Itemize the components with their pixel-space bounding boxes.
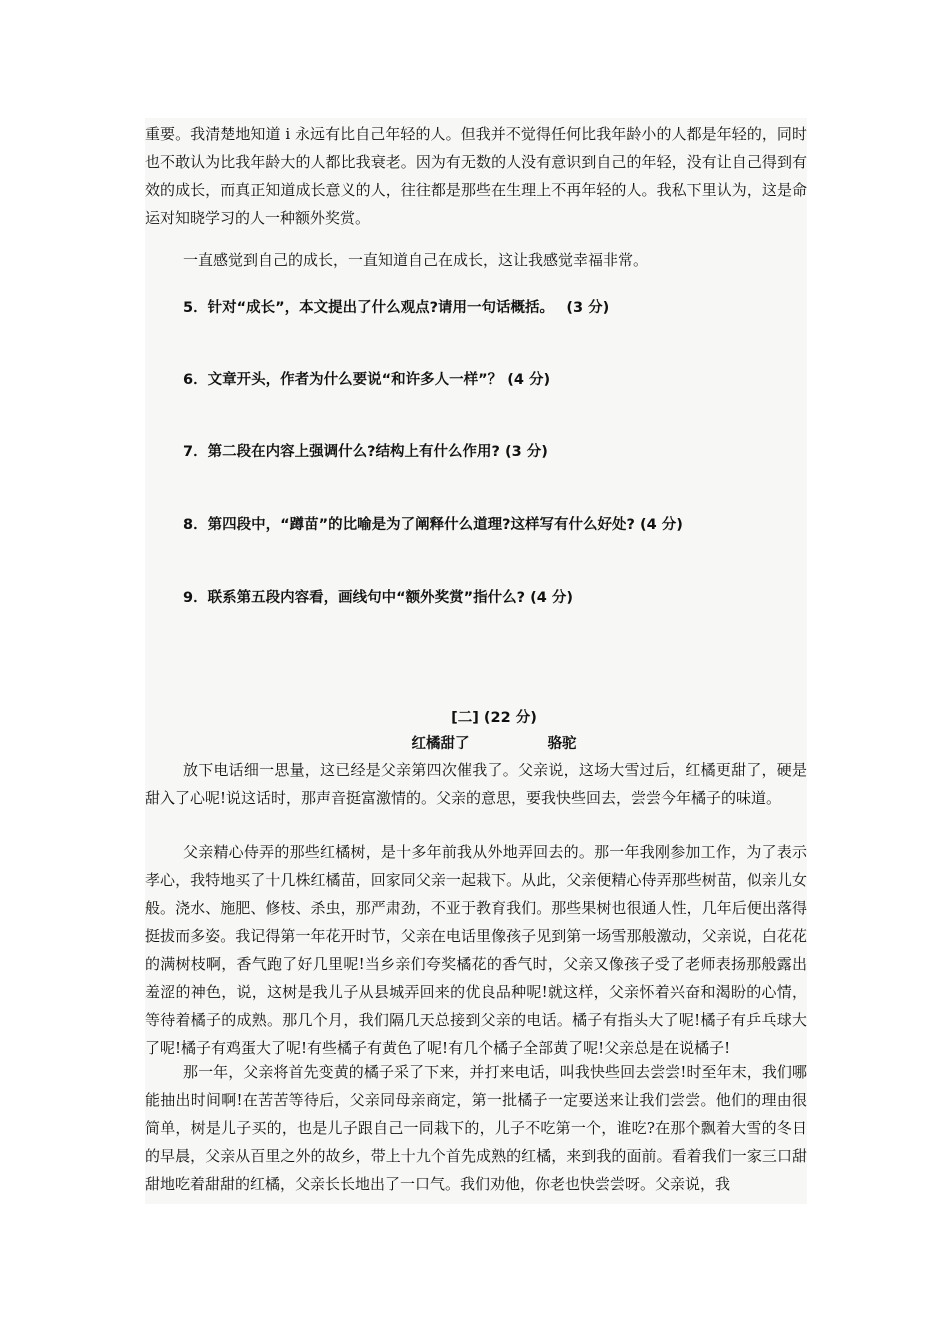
article-title: 红橘甜了 (411, 736, 470, 752)
passage1-closing-paragraph: 一直感觉到自己的成长，一直知道自己在成长，这让我感觉幸福非常。 (183, 251, 649, 269)
question-7: 7．第二段在内容上强调什么?结构上有什么作用? (3 分) (183, 444, 548, 460)
article-author: 骆驼 (547, 736, 577, 752)
document-body (145, 118, 807, 1204)
section2-title-row (163, 734, 825, 754)
question-6: 6．文章开头，作者为什么要说“和许多人一样”？ (4 分) (183, 372, 551, 388)
article-paragraph-1: 放下电话细一思量，这已经是父亲第四次催我了。父亲说，这场大雪过后，红橘更甜了，硬是甜入了心呢!说这话时，那声音挺富激情的。父亲的意思，要我快些回去，尝尝今年橘子的味道。 (145, 761, 807, 807)
article-paragraph-3: 那一年，父亲将首先变黄的橘子采了下来，并打来电话，叫我快些回去尝尝!时至年末，我们哪能抽出时间啊!在苦苦等待后，父亲同母亲商定，第一批橘子一定要送来让我们尝尝。他们的理由很简单，树是儿子买的，也是儿子跟自己一同栽下的，儿子不吃第一个，谁吃?在那个飘着大雪的冬日的早晨，父亲从百里之外的故乡，带上十九个首先成熟的红橘，来到我的面前。看着我们一家三口甜甜地吃着甜甜的红橘，父亲长长地出了一口气。我们劝他，你老也快尝尝呀。父亲说，我 (145, 1063, 807, 1193)
question-9: 9．联系第五段内容看，画线句中“额外奖赏”指什么? (4 分) (183, 590, 573, 606)
section2-heading: [二] (22 分) (451, 710, 537, 726)
passage1-tail-paragraph: 重要。我清楚地知道 i 永远有比自己年轻的人。但我并不觉得任何比我年龄小的人都是年轻的，同时也不敢认为比我年龄大的人都比我衰老。因为有无数的人没有意识到自己的年轻，没有让自己得到有效的成长，而真正知道成长意义的人，往往都是那些在生理上不再年轻的人。我私下里认为，这是命运对知晓学习的人一种额外奖赏。 (145, 125, 807, 227)
question-5: 5．针对“成长”，本文提出了什么观点?请用一句话概括。 (3 分) (183, 300, 610, 316)
article-paragraph-2: 父亲精心侍弄的那些红橘树，是十多年前我从外地弄回去的。那一年我刚参加工作，为了表示孝心，我特地买了十几株红橘苗，回家同父亲一起栽下。从此，父亲便精心侍弄那些树苗，似亲儿女般。浇水、施肥、修枝、杀虫，那严肃劲，不亚于教育我们。那些果树也很通人性，几年后便出落得挺拔而多姿。我记得第一年花开时节，父亲在电话里像孩子见到第一场雪那般激动，父亲说，白花花的满树枝啊，香气跑了好几里呢!当乡亲们夸奖橘花的香气时，父亲又像孩子受了老师表扬那般露出羞涩的神色，说，这树是我儿子从县城弄回来的优良品种呢!就这样，父亲怀着兴奋和渴盼的心情，等待着橘子的成熟。那几个月，我们隔几天总接到父亲的电话。橘子有指头大了呢!橘子有乒乓球大了呢!橘子有鸡蛋大了呢!有些橘子有黄色了呢!有几个橘子全部黄了呢!父亲总是在说橘子! (145, 843, 807, 1057)
question-8: 8．第四段中，“蹲苗”的比喻是为了阐释什么道理?这样写有什么好处? (4 分) (183, 517, 683, 533)
